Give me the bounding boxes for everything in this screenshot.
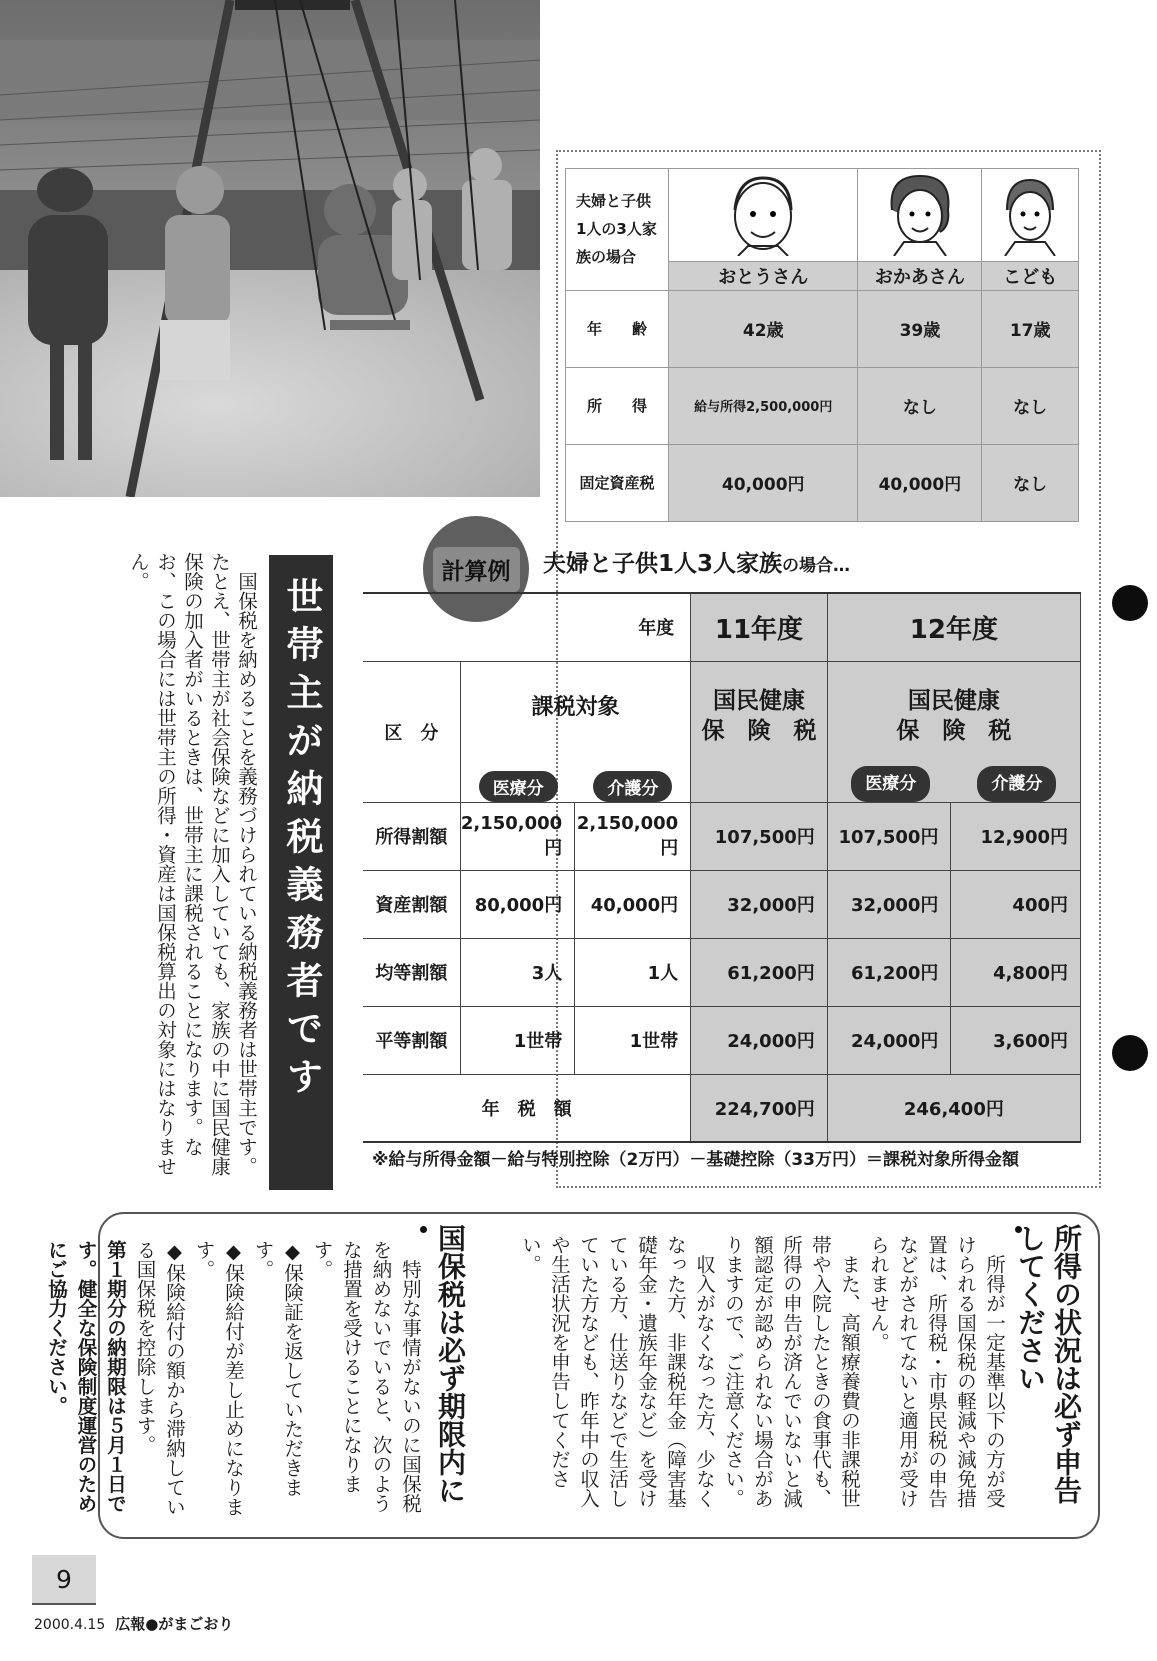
- year-header-label: 年度: [363, 593, 691, 661]
- tax-name-11: 国民健康 保 険 税: [691, 661, 828, 802]
- tax-12-iryou: 61,200円: [827, 938, 951, 1006]
- tax-12-kaigo: 12,900円: [951, 802, 1081, 870]
- family-corner-label: 夫婦と子供1人の3人家族の場合: [566, 169, 669, 291]
- example-badge-label: 計算例: [433, 547, 520, 592]
- taxable-iryou: 2,150,000円: [460, 802, 574, 870]
- section2-closing: 第１期分の納期限は５月１日です。健全な保険制度運営のためにご協力ください。: [45, 1240, 127, 1513]
- father-portrait: [669, 169, 858, 262]
- year-11-header: 11年度: [691, 593, 828, 661]
- age-father: 42歳: [669, 290, 858, 367]
- property-tax-mother: 40,000円: [858, 444, 982, 521]
- kubun-header: 区 分: [363, 661, 460, 802]
- tax-12-iryou: 24,000円: [827, 1006, 951, 1074]
- publication-name: 広報●がまごおり: [115, 1615, 234, 1633]
- row-label-age: 年 齢: [566, 290, 669, 367]
- tax-11: 24,000円: [691, 1006, 828, 1074]
- section2-title: 国保税は必ず期限内に: [434, 1224, 467, 1504]
- mother-face-icon: [880, 170, 960, 256]
- iryou-pill-12: 医療分: [851, 766, 930, 802]
- issue-date: 2000.4.15: [34, 1617, 106, 1633]
- property-tax-child: なし: [982, 444, 1079, 521]
- row-label: 均等割額: [363, 938, 460, 1006]
- row-label-income: 所 得: [566, 367, 669, 444]
- section2-body: [45, 1240, 425, 1525]
- member-name-mother: おかあさん: [858, 262, 982, 290]
- tax-12-kaigo: 4,800円: [951, 938, 1081, 1006]
- table-row-per-capita: [363, 938, 1081, 1006]
- age-mother: 39歳: [858, 290, 982, 367]
- section2-bullet-3: ◆保険給付の額から滞納している国保税を控除します。: [133, 1240, 186, 1517]
- section1-title: 所得の状況は必ず申告してください: [1014, 1224, 1083, 1504]
- swing-illustration: [0, 0, 540, 497]
- total-12: 246,400円: [827, 1074, 1080, 1142]
- iryou-pill: 医療分: [479, 771, 558, 802]
- kaigo-pill-12: 介護分: [977, 766, 1056, 802]
- member-name-father: おとうさん: [669, 262, 858, 290]
- tax-12-kaigo: 3,600円: [951, 1006, 1081, 1074]
- punch-hole: [1112, 1035, 1148, 1071]
- kaigo-pill: 介護分: [593, 771, 672, 802]
- row-label: 所得割額: [363, 802, 460, 870]
- tax-12-iryou: 32,000円: [827, 870, 951, 938]
- row-label-property-tax: 固定資産税: [566, 444, 669, 521]
- main-heading: 世帯主が納税義務者です: [280, 577, 323, 1105]
- main-heading-box: [269, 555, 333, 1190]
- section2-bullet-1: ◆保険証を返していただきます。: [251, 1240, 304, 1497]
- tax-12-kaigo: 400円: [951, 870, 1081, 938]
- taxable-iryou: 1世帯: [460, 1006, 574, 1074]
- page-footer: [34, 1613, 233, 1634]
- table-row-total: [363, 1074, 1081, 1142]
- section2-bullet-2: ◆保険給付が差し止めになります。: [192, 1240, 245, 1517]
- section2-bullet-icon: [420, 1226, 427, 1233]
- income-father: 給与所得2,500,000円: [669, 367, 858, 444]
- tax-12-iryou: 107,500円: [827, 802, 951, 870]
- table-row-assets: [363, 870, 1081, 938]
- children-swing-photo: [0, 0, 540, 497]
- taxable-kaigo: 1人: [575, 938, 691, 1006]
- tax-calculation-table: [363, 592, 1081, 1143]
- tax-name-12: 国民健康 保 険 税 医療分 介護分: [827, 661, 1080, 802]
- taxable-iryou: 3人: [460, 938, 574, 1006]
- page-number: 9: [32, 1555, 96, 1605]
- age-child: 17歳: [982, 290, 1079, 367]
- total-label: 年 税 額: [363, 1074, 691, 1142]
- income-mother: なし: [858, 367, 982, 444]
- row-label: 資産割額: [363, 870, 460, 938]
- child-face-icon: [995, 170, 1065, 256]
- family-info-table: [565, 168, 1079, 522]
- table-row-income: [363, 802, 1081, 870]
- tax-11: 107,500円: [691, 802, 828, 870]
- example-title: 夫婦と子供1人3人家族の場合…: [543, 551, 851, 577]
- total-11: 224,700円: [691, 1074, 828, 1142]
- section1-body: 所得が一定基準以下の方が受けられる国保税の軽減や減免措置は、所得税・市県民税の申告などがされてないと適用が受けられません。 また、高額療養費の非課税世帯や入院したときの食事代も、所得の申告が済んでいないと減額認定が認められない場合がありますので、ご注意ください。 収入がなくなった方、少なくなった方、非課税年金（障害基礎年金・遺族年金など）を受けている方、仕送りなどで生活していた方なども、昨年中の収入や生活状況を申告してください。: [519, 1235, 1006, 1508]
- member-name-child: こども: [982, 262, 1079, 290]
- table-row-household: [363, 1006, 1081, 1074]
- taxable-kaigo: 1世帯: [575, 1006, 691, 1074]
- main-body-text: 国保税を納めることを義務づけられている納税義務者は世帯主です。たとえ、世帯主が社会保険などに加入していても、家族の中に国民健康保険の加入者がいるときは、世帯主に課税されることになります。なお、この場合には世帯主の所得・資産は国保税算出の対象にはなりません。: [127, 552, 258, 1176]
- taxable-kaigo: 40,000円: [575, 870, 691, 938]
- taxable-iryou: 80,000円: [460, 870, 574, 938]
- tax-11: 61,200円: [691, 938, 828, 1006]
- section2-intro: 特別な事情がないのに国保税を納めないでいると、次のような措置を受けることになります。: [310, 1240, 422, 1513]
- child-portrait: [982, 169, 1079, 262]
- taxable-header: 課税対象 医療分 介護分: [460, 661, 690, 802]
- mother-portrait: [858, 169, 982, 262]
- tax-11: 32,000円: [691, 870, 828, 938]
- year-12-header: 12年度: [827, 593, 1080, 661]
- property-tax-father: 40,000円: [669, 444, 858, 521]
- punch-hole: [1112, 585, 1148, 621]
- calc-footnote: ※給与所得金額－給与特別控除（2万円）－基礎控除（33万円）＝課税対象所得金額: [372, 1150, 1020, 1170]
- row-label: 平等割額: [363, 1006, 460, 1074]
- income-child: なし: [982, 367, 1079, 444]
- taxable-kaigo: 2,150,000円: [575, 802, 691, 870]
- father-face-icon: [718, 170, 808, 256]
